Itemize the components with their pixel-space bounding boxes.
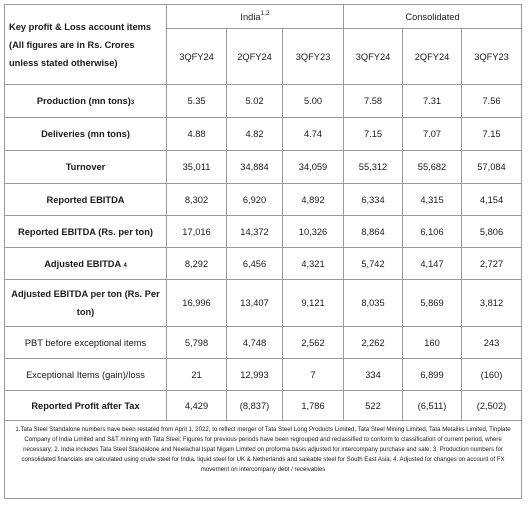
column-header: 2QFY24 <box>227 29 283 85</box>
footnote-row <box>5 421 522 499</box>
cell: 4,748 <box>227 327 283 359</box>
cell: 5,798 <box>167 327 227 359</box>
column-header: 2QFY24 <box>403 29 462 85</box>
cell: 2,262 <box>344 327 403 359</box>
cell: 5,806 <box>462 216 522 248</box>
table-row <box>5 151 522 184</box>
cell: 55,312 <box>344 151 403 184</box>
table-row <box>5 248 522 280</box>
table-row <box>5 85 522 118</box>
cell: 7.07 <box>403 118 462 151</box>
cell: 4.88 <box>167 118 227 151</box>
group-india: India$^{1,2}$ <box>167 5 344 29</box>
row-label: Adjusted EBITDA per ton (Rs. Per ton) <box>5 280 167 327</box>
column-header: 3QFY24 <box>344 29 403 85</box>
footnote: 1.Tata Steel Standalone numbers have been restated from April 1, 2022, to reflect merger of Tata Steel Long Products Limited, Tata Steel Mining Limited, Tata Metaliks Limited, Tinplate Company of India Limited and S&T mining with Tata Steel; Figures for previous periods have been regrouped and reclassified to conform to classification of current period, where necessary; 2. India includes Tata Steel Standalone and Neelachal Ispat Nigam Limited on proforma basis adjusted for intercompany purchase and sale; 3. Production numbers for consolidated financials are calculated using crude steel for India, liquid steel for UK & Netherlands and saleable steel for South East Asia; 4. Adjusted for changes on account of FX movement on intercompany debt / receivables <box>5 421 522 499</box>
cell: 21 <box>167 359 227 391</box>
cell: 8,292 <box>167 248 227 280</box>
cell: 17,016 <box>167 216 227 248</box>
table-title: Key profit & Loss account items (All figures are in Rs. Crores unless stated otherwise) <box>5 5 167 85</box>
cell: 7.15 <box>462 118 522 151</box>
pl-table <box>4 4 522 499</box>
cell: 5.35 <box>167 85 227 118</box>
cell: 334 <box>344 359 403 391</box>
cell: (160) <box>462 359 522 391</box>
cell: 160 <box>403 327 462 359</box>
cell: 6,920 <box>227 184 283 216</box>
cell: 34,884 <box>227 151 283 184</box>
row-label: Exceptional Items (gain)/loss <box>5 359 167 391</box>
cell: 55,682 <box>403 151 462 184</box>
cell: 4,147 <box>403 248 462 280</box>
row-label: Reported Profit after Tax <box>5 391 167 421</box>
cell: 5.02 <box>227 85 283 118</box>
cell: 6,106 <box>403 216 462 248</box>
cell: 3,812 <box>462 280 522 327</box>
row-label: Adjusted EBITDA 4 <box>5 248 167 280</box>
cell: 4,321 <box>283 248 344 280</box>
cell: 8,302 <box>167 184 227 216</box>
cell: 34,059 <box>283 151 344 184</box>
cell: 5,869 <box>403 280 462 327</box>
table-row <box>5 391 522 421</box>
cell: 6,334 <box>344 184 403 216</box>
cell: 4,429 <box>167 391 227 421</box>
row-label: Turnover <box>5 151 167 184</box>
cell: 8,035 <box>344 280 403 327</box>
cell: 2,562 <box>283 327 344 359</box>
cell: (8,837) <box>227 391 283 421</box>
table-row <box>5 184 522 216</box>
cell: 4,315 <box>403 184 462 216</box>
cell: 5.00 <box>283 85 344 118</box>
cell: 57,084 <box>462 151 522 184</box>
cell: (2,502) <box>462 391 522 421</box>
cell: 5,742 <box>344 248 403 280</box>
cell: 8,864 <box>344 216 403 248</box>
table-row <box>5 359 522 391</box>
cell: 522 <box>344 391 403 421</box>
cell: 243 <box>462 327 522 359</box>
cell: 10,326 <box>283 216 344 248</box>
group-header-row <box>5 5 522 29</box>
cell: 35,011 <box>167 151 227 184</box>
table-row <box>5 118 522 151</box>
group-consolidated: Consolidated <box>344 5 522 29</box>
cell: 16,996 <box>167 280 227 327</box>
cell: 4.82 <box>227 118 283 151</box>
cell: 4.74 <box>283 118 344 151</box>
column-header: 3QFY23 <box>462 29 522 85</box>
cell: 13,407 <box>227 280 283 327</box>
cell: 9,121 <box>283 280 344 327</box>
cell: 1,786 <box>283 391 344 421</box>
row-label: Production (mn tons)3 <box>5 85 167 118</box>
row-label: PBT before exceptional items <box>5 327 167 359</box>
column-header: 3QFY24 <box>167 29 227 85</box>
cell: 12,993 <box>227 359 283 391</box>
row-label: Reported EBITDA (Rs. per ton) <box>5 216 167 248</box>
cell: 7.15 <box>344 118 403 151</box>
cell: 4,154 <box>462 184 522 216</box>
cell: 7.31 <box>403 85 462 118</box>
table-row <box>5 327 522 359</box>
cell: 7 <box>283 359 344 391</box>
table-row <box>5 280 522 327</box>
cell: 4,892 <box>283 184 344 216</box>
column-header: 3QFY23 <box>283 29 344 85</box>
cell: 7.56 <box>462 85 522 118</box>
cell: 14,372 <box>227 216 283 248</box>
cell: 7.58 <box>344 85 403 118</box>
cell: (6,511) <box>403 391 462 421</box>
row-label: Deliveries (mn tons) <box>5 118 167 151</box>
cell: 6,456 <box>227 248 283 280</box>
table-row <box>5 216 522 248</box>
row-label: Reported EBITDA <box>5 184 167 216</box>
cell: 2,727 <box>462 248 522 280</box>
cell: 6,899 <box>403 359 462 391</box>
